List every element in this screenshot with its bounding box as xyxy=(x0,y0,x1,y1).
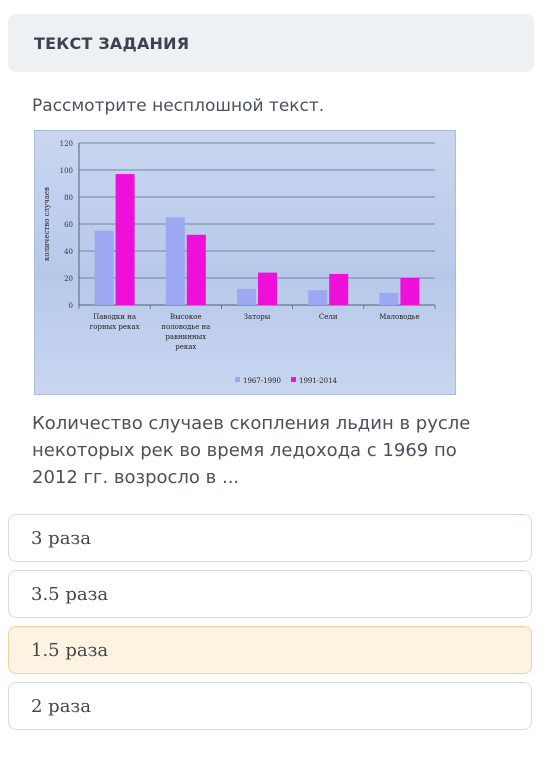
x-tick-label: реках xyxy=(175,343,197,351)
bar-1-2 xyxy=(166,217,185,305)
x-tick-label: горных реках xyxy=(89,323,140,331)
bar-2-4 xyxy=(329,274,348,305)
y-tick-label: 120 xyxy=(59,140,73,148)
y-tick-label: 20 xyxy=(64,275,73,283)
x-tick-label: равнинных xyxy=(165,333,207,341)
answer-option-label: 1.5 раза xyxy=(31,640,109,661)
y-tick-label: 80 xyxy=(64,194,73,202)
y-axis-label: количество случаев xyxy=(43,186,51,262)
x-tick-label: половодье на xyxy=(161,323,211,331)
bar-chart xyxy=(34,130,456,395)
answer-option-2[interactable] xyxy=(8,570,532,618)
x-tick-label: Паводки на xyxy=(93,313,137,321)
legend-label-2: 1991-2014 xyxy=(299,377,337,385)
answer-option-label: 3.5 раза xyxy=(31,584,109,605)
bar-2-2 xyxy=(187,235,206,305)
bar-1-3 xyxy=(237,289,256,305)
legend-swatch-1 xyxy=(235,377,240,382)
y-tick-label: 60 xyxy=(64,221,73,229)
task-header xyxy=(8,14,534,72)
x-tick-label: Маловодье xyxy=(379,313,420,321)
bar-1-4 xyxy=(308,290,327,305)
bar-1-5 xyxy=(379,293,398,305)
intro-text: Рассмотрите несплошной текст. xyxy=(32,96,325,116)
x-tick-label: Высокое xyxy=(170,313,202,321)
bar-2-1 xyxy=(116,174,135,305)
answer-option-4[interactable] xyxy=(8,682,532,730)
bar-chart-svg xyxy=(35,131,455,394)
answer-option-1[interactable] xyxy=(8,514,532,562)
y-tick-label: 0 xyxy=(68,302,73,310)
answer-option-label: 3 раза xyxy=(31,528,91,549)
legend-label-1: 1967-1990 xyxy=(243,377,281,385)
task-header-title: ТЕКСТ ЗАДАНИЯ xyxy=(34,34,190,53)
y-tick-label: 40 xyxy=(64,248,73,256)
answer-option-label: 2 раза xyxy=(31,696,91,717)
bar-1-1 xyxy=(95,231,114,305)
x-tick-label: Сели xyxy=(318,313,338,321)
bar-2-3 xyxy=(258,273,277,305)
y-tick-label: 100 xyxy=(59,167,73,175)
x-tick-label: Заторы xyxy=(243,313,271,321)
answer-option-3[interactable] xyxy=(8,626,532,674)
question-text: Количество случаев скопления льдин в русле некоторых рек во время ледохода с 1969 по 2012 гг. возросло в ... xyxy=(32,413,471,488)
legend-swatch-2 xyxy=(291,377,296,382)
bar-2-5 xyxy=(400,278,419,305)
